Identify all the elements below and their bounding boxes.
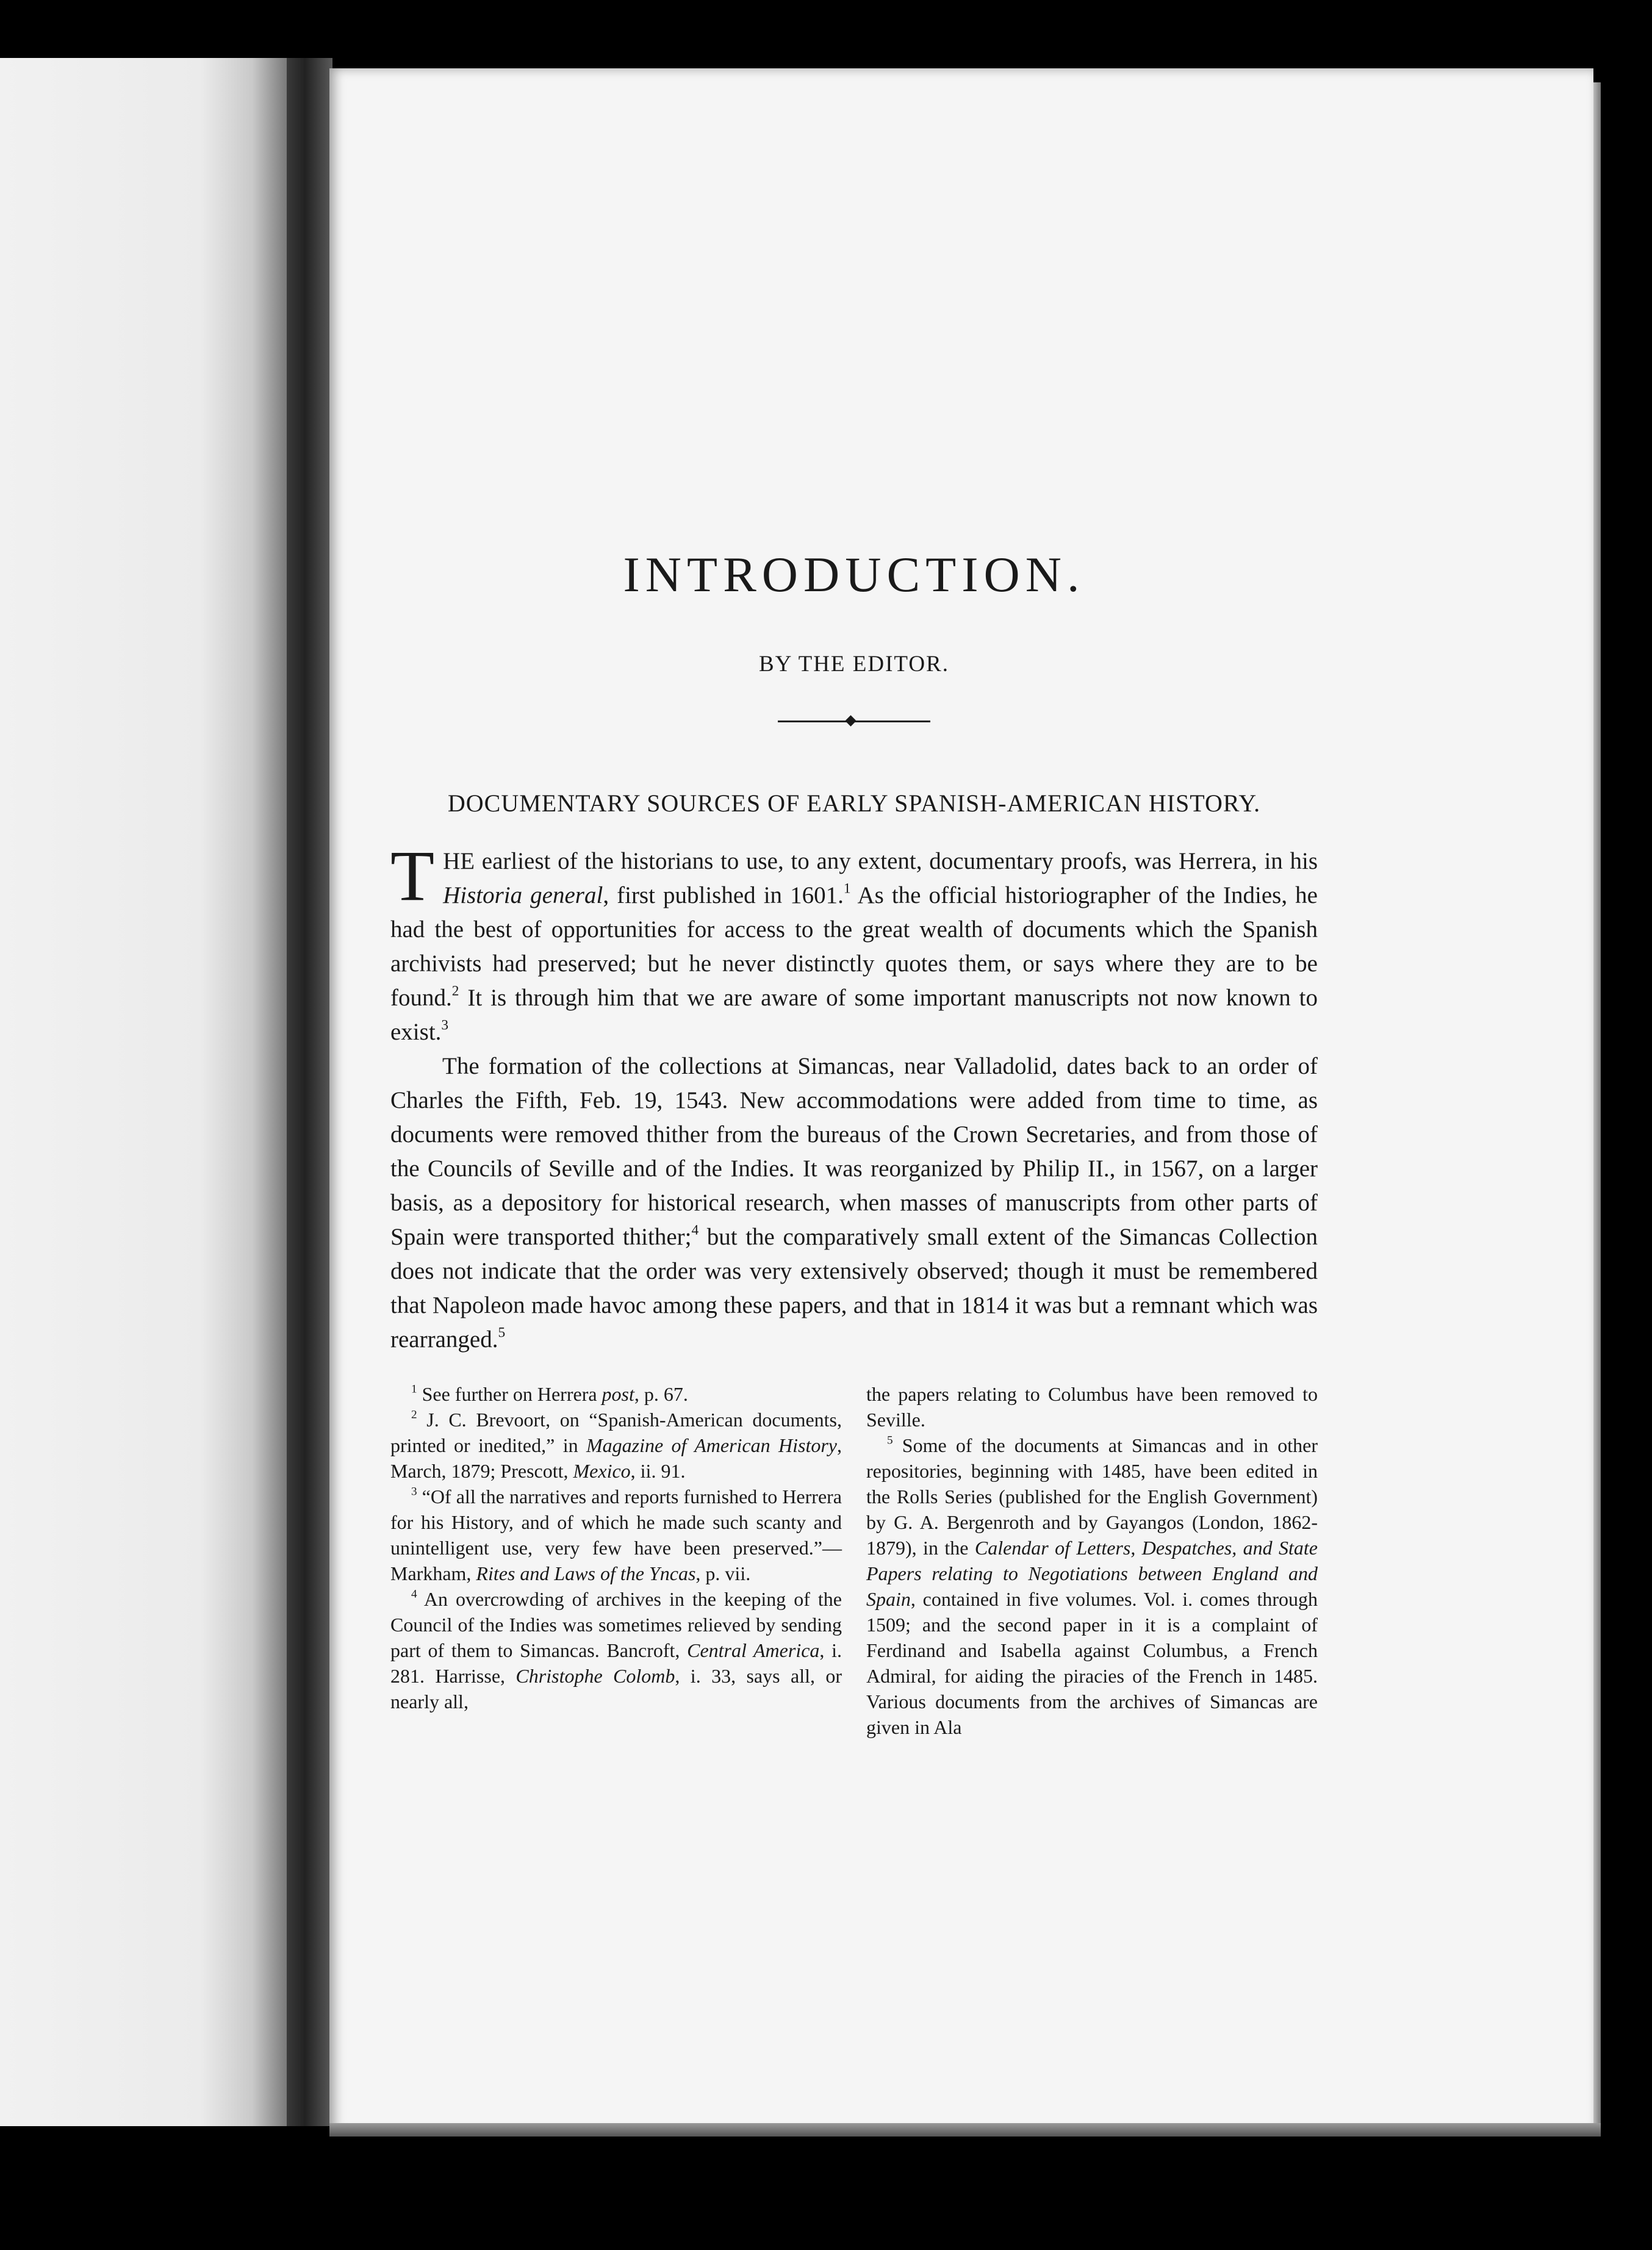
page-bottom-edge bbox=[329, 2123, 1601, 2137]
paragraph bbox=[390, 836, 1318, 1049]
ornamental-rule bbox=[778, 715, 930, 727]
text-run: , p. 67. bbox=[634, 1383, 688, 1405]
footnote bbox=[390, 1407, 842, 1484]
text-run: It is through him that we are aware of some important manuscripts not now known to exist. bbox=[390, 985, 1318, 1045]
footnote-ref: 4 bbox=[411, 1587, 417, 1601]
page-content bbox=[390, 546, 1318, 1740]
page-edge bbox=[1593, 82, 1601, 2126]
text-run: , i. 33, says all, or nearly all, bbox=[390, 1665, 842, 1713]
paragraph bbox=[390, 1049, 1318, 1357]
left-page bbox=[0, 58, 287, 2126]
text-run: See further on Herrera bbox=[417, 1383, 602, 1405]
text-run: HE earliest of the historians to use, to any extent, documentary proofs, was Herrera, in his bbox=[443, 848, 1318, 874]
drop-cap: T bbox=[390, 836, 435, 916]
footnote bbox=[390, 1381, 842, 1407]
text-run: J. C. Brevoort, on “Spanish-American documents, printed or inedited,” in bbox=[390, 1409, 842, 1456]
footnotes-right-column bbox=[866, 1381, 1318, 1740]
text-run: , contained in five volumes. Vol. i. comes through 1509; and the second paper in it is a complaint of Ferdinand and Isabella against Columbus, a French Admiral, for aiding the piracies of the French in 1485. Various documents from the archives of Simancas are given in Ala bbox=[866, 1588, 1318, 1738]
book-gutter bbox=[287, 58, 332, 2126]
italic-title: Mexico bbox=[573, 1460, 631, 1482]
footnote-ref: 3 bbox=[411, 1485, 417, 1498]
italic-title: Magazine of American History bbox=[586, 1434, 838, 1456]
footnote-ref: 3 bbox=[441, 1017, 449, 1033]
text-run: , March, 1879; Prescott, bbox=[390, 1434, 842, 1482]
footnote bbox=[390, 1484, 842, 1586]
italic-title: Calendar of Letters, Despatches, and State Papers relating to Negotiations between England and Spain bbox=[866, 1537, 1318, 1610]
page-title: INTRODUCTION. bbox=[623, 547, 1085, 602]
footnote-ref: 2 bbox=[451, 983, 459, 999]
text-run: An overcrowding of archives in the keeping of the Council of the Indies was sometimes relieved by sending part of them to Simancas. Bancroft, bbox=[390, 1588, 842, 1661]
text-run: the papers relating to Columbus have been removed to Seville. bbox=[866, 1383, 1318, 1431]
italic-title: Christophe Colomb bbox=[515, 1665, 675, 1687]
italic-title: post bbox=[602, 1383, 634, 1405]
text-run: The formation of the collections at Simancas, near Valladolid, dates back to an order of Charles the Fifth, Feb. 19, 1543. New accommodations were added from time to time, as documents were removed thither from the bureaus of the Crown Secretaries, and from those of the Councils of Seville and of the Indies. It was reorganized by Philip II., in 1567, on a larger basis, as a depository for historical research, when masses of manuscripts from other parts of Spain were transported thither; bbox=[390, 1053, 1318, 1250]
footnote bbox=[390, 1586, 842, 1714]
text-run: but the comparatively small extent of the Simancas Collection does not indicate that the order was very extensively observed; though it must be remembered that Napoleon made havoc among these papers, and that in 1814 it was but a remnant which was rearranged. bbox=[390, 1224, 1318, 1353]
text-run: , ii. 91. bbox=[630, 1460, 686, 1482]
text-run: Some of the documents at Simancas and in other repositories, beginning with 1485, have been edited in the Rolls Series (published for the English Government) by G. A. Bergenroth and by Gayangos (London, 1862-1879), in the bbox=[866, 1434, 1318, 1559]
footnotes bbox=[390, 1381, 1318, 1740]
footnotes-left-column bbox=[390, 1381, 842, 1740]
footnote-ref: 1 bbox=[843, 880, 851, 897]
footnote-ref: 5 bbox=[887, 1434, 893, 1447]
footnote-ref: 4 bbox=[691, 1222, 699, 1238]
footnote-ref: 5 bbox=[498, 1324, 506, 1341]
footnote-ref: 2 bbox=[411, 1408, 417, 1422]
body-text bbox=[390, 836, 1318, 1357]
section-heading: DOCUMENTARY SOURCES OF EARLY SPANISH-AMERICAN HISTORY. bbox=[447, 789, 1261, 817]
diamond-ornament-icon bbox=[845, 715, 856, 726]
footnote bbox=[866, 1381, 1318, 1432]
italic-title: Historia general bbox=[443, 882, 603, 908]
italic-title: Central America bbox=[687, 1639, 820, 1661]
byline: BY THE EDITOR. bbox=[758, 652, 949, 677]
footnote-ref: 1 bbox=[411, 1382, 417, 1396]
text-run: , p. vii. bbox=[695, 1562, 751, 1584]
text-run: , i. 281. Harrisse, bbox=[390, 1639, 842, 1687]
italic-title: Rites and Laws of the Yncas bbox=[476, 1562, 696, 1584]
text-run: “Of all the narratives and reports furnished to Herrera for his History, and of which he made such scanty and unintelligent use, very few have been preserved.”—Markham, bbox=[390, 1486, 842, 1584]
footnote bbox=[866, 1432, 1318, 1740]
text-run: As the official historiographer of the Indies, he had the best of opportunities for access to the great wealth of documents which the Spanish archivists had preserved; but he never distinctly quotes them, or says where they are to be found. bbox=[390, 882, 1318, 1011]
text-run: , first published in 1601. bbox=[603, 882, 844, 908]
